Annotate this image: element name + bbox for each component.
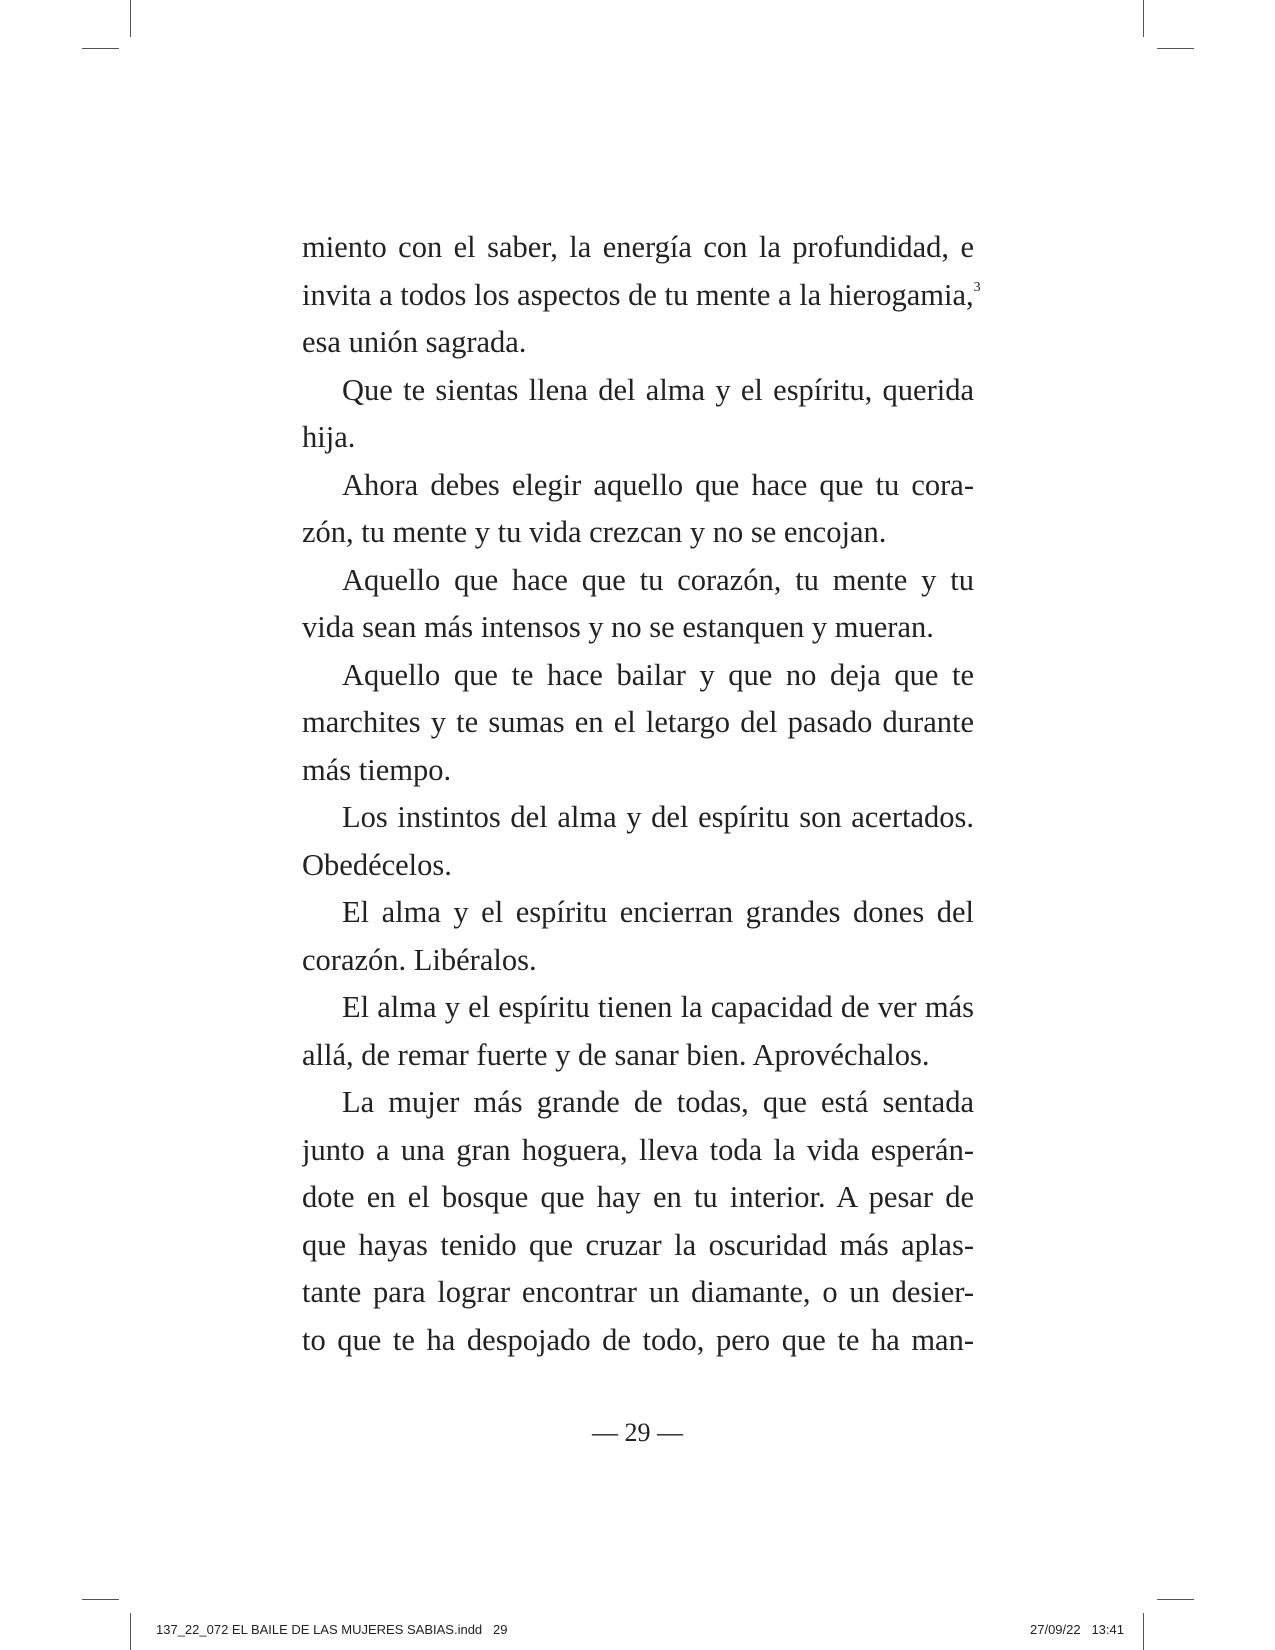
crop-mark-top-left-vertical [130, 0, 131, 37]
text-line [302, 747, 974, 795]
text-line [302, 272, 981, 320]
text-line-content: tante para lograr encontrar un diamante, o un desier- [302, 1275, 974, 1309]
text-line [302, 1079, 974, 1127]
text-line-content: hija. [302, 420, 356, 454]
text-line-content: marchites y te sumas en el letargo del pasado durante [302, 705, 974, 739]
text-line-content: allá, de remar fuerte y de sanar bien. Aprovéchalos. [302, 1037, 930, 1072]
text-line-content: El alma y el espíritu tienen la capacidad de ver más [342, 990, 974, 1024]
crop-mark-bottom-right-vertical [1143, 1613, 1144, 1650]
text-line [302, 367, 974, 415]
text-line [302, 1269, 974, 1317]
text-line [302, 889, 974, 937]
text-line-content: esa unión sagrada. [302, 325, 527, 359]
text-line-content: Obedécelos. [302, 847, 452, 882]
text-line [302, 699, 974, 747]
footnote-marker[interactable]: 3 [973, 279, 981, 295]
text-line-content: dote en el bosque que hay en tu interior. A pesar de [302, 1180, 974, 1214]
text-line [302, 509, 974, 557]
text-line [302, 1317, 974, 1365]
text-line-content: más tiempo. [302, 752, 452, 787]
text-line [302, 557, 974, 605]
text-line-content: El alma y el espíritu encierran grandes dones del [342, 895, 974, 929]
text-line [302, 1032, 974, 1080]
text-line-content: miento con el saber, la energía con la profundidad, e [302, 230, 974, 264]
text-line [302, 794, 974, 842]
text-line-content: Aquello que hace que tu corazón, tu mente y tu [342, 562, 974, 597]
text-line [302, 414, 974, 462]
text-line [302, 1127, 974, 1175]
text-line [302, 319, 974, 367]
text-line [302, 224, 974, 272]
crop-mark-top-right-horizontal [1157, 48, 1194, 49]
text-line-content: vida sean más intensos y no se estanquen y mueran. [302, 610, 934, 644]
page-number: — 29 — [592, 1418, 683, 1447]
text-line-content: La mujer más grande de todas, que está sentada [342, 1085, 974, 1119]
crop-mark-top-left-horizontal [82, 48, 119, 49]
text-line [302, 652, 974, 700]
text-line-content: to que te ha despojado de todo, pero que te ha man- [302, 1322, 974, 1357]
text-line [302, 462, 974, 510]
text-line-content: Ahora debes elegir aquello que hace que tu cora- [342, 467, 974, 502]
crop-mark-bottom-right-horizontal [1157, 1599, 1194, 1600]
text-line [302, 604, 974, 652]
text-line-content: Los instintos del alma y del espíritu son acertados. [342, 800, 974, 834]
slug-filename: 137_22_072 EL BAILE DE LAS MUJERES SABIAS.indd 29 [156, 1622, 508, 1637]
body-text [302, 224, 981, 1364]
text-line-content: invita a todos los aspectos de tu mente a la hierogamia, [302, 277, 974, 312]
text-line-content: zón, tu mente y tu vida crezcan y no se encojan. [302, 515, 887, 549]
text-line-content: Que te sientas llena del alma y el espíritu, querida [342, 372, 974, 407]
text-line [302, 842, 974, 890]
text-line [302, 937, 974, 985]
slug-datetime: 27/09/22 13:41 [1030, 1622, 1124, 1637]
text-line-content: que hayas tenido que cruzar la oscuridad más aplas- [302, 1227, 974, 1262]
text-line [302, 984, 974, 1032]
text-line [302, 1222, 974, 1270]
crop-mark-bottom-left-horizontal [82, 1599, 119, 1600]
crop-mark-top-right-vertical [1143, 0, 1144, 37]
text-line-content: junto a una gran hoguera, lleva toda la vida esperán- [302, 1132, 974, 1167]
crop-mark-bottom-left-vertical [130, 1613, 131, 1650]
text-line-content: corazón. Libéralos. [302, 942, 537, 977]
text-line-content: Aquello que te hace bailar y que no deja que te [342, 657, 974, 692]
text-line [302, 1174, 974, 1222]
